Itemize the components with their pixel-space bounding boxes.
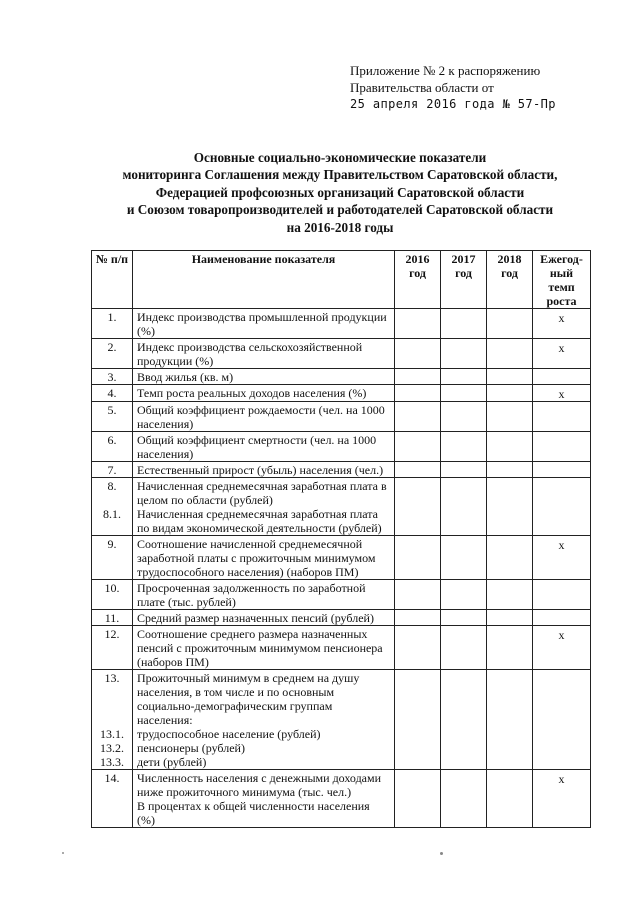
header-growth-rate: Ежегод-ный темп роста xyxy=(533,251,591,309)
cell-2017 xyxy=(441,536,487,580)
cell-2016 xyxy=(395,385,441,402)
cell-2016 xyxy=(395,339,441,369)
cell-growth-mark xyxy=(533,670,591,770)
cell-2017 xyxy=(441,770,487,828)
row-name: пенсионеры (рублей) xyxy=(137,741,245,755)
table-row xyxy=(92,670,591,770)
cell-2016 xyxy=(395,462,441,478)
scan-speck xyxy=(440,852,443,855)
table-row xyxy=(92,339,591,369)
row-name: Начисленная среднемесячная заработная плата по видам экономической деятельности (рублей) xyxy=(137,507,382,535)
cell-2017 xyxy=(441,309,487,339)
cell-2017 xyxy=(441,339,487,369)
cell-2018 xyxy=(487,309,533,339)
header-2018: 2018 год xyxy=(487,251,533,309)
row-number-group xyxy=(92,670,133,770)
cell-growth-mark: х xyxy=(533,770,591,828)
cell-2018 xyxy=(487,402,533,432)
row-number: 3. xyxy=(92,369,133,385)
cell-2018 xyxy=(487,432,533,462)
cell-growth-mark: х xyxy=(533,626,591,670)
cell-2016 xyxy=(395,478,441,536)
table-row xyxy=(92,770,591,828)
cell-2018 xyxy=(487,770,533,828)
table-row xyxy=(92,478,591,536)
cell-2017 xyxy=(441,626,487,670)
appendix-header xyxy=(350,62,620,113)
row-number: 12. xyxy=(92,626,133,670)
row-name: Просроченная задолженность по заработной плате (тыс. рублей) xyxy=(133,580,395,610)
table-row xyxy=(92,610,591,626)
title-line: на 2016-2018 годы xyxy=(286,219,394,235)
row-name: Прожиточный минимум в среднем на душу населения, в том числе и по основным социально-демографическим группам населения: xyxy=(137,671,360,727)
row-number: 1. xyxy=(92,309,133,339)
row-name: Ввод жилья (кв. м) xyxy=(133,369,395,385)
row-name: Естественный прирост (убыль) населения (чел.) xyxy=(133,462,395,478)
cell-growth-mark xyxy=(533,402,591,432)
row-number: 14. xyxy=(92,770,133,828)
title-line: Федерацией профсоюзных организаций Саратовской области xyxy=(155,184,525,200)
row-name: Начисленная среднемесячная заработная плата в целом по области (рублей) xyxy=(137,479,387,507)
cell-2018 xyxy=(487,369,533,385)
header-2016: 2016 год xyxy=(395,251,441,309)
table-row xyxy=(92,369,591,385)
table-row xyxy=(92,402,591,432)
cell-2017 xyxy=(441,670,487,770)
cell-2018 xyxy=(487,339,533,369)
cell-2018 xyxy=(487,385,533,402)
title-line: и Союзом товаропроизводителей и работодателей Саратовской области xyxy=(126,202,554,218)
cell-2018 xyxy=(487,462,533,478)
cell-growth-mark xyxy=(533,610,591,626)
cell-2016 xyxy=(395,369,441,385)
row-number: 8. xyxy=(107,479,117,493)
cell-growth-mark xyxy=(533,432,591,462)
row-name: Общий коэффициент рождаемости (чел. на 1000 населения) xyxy=(133,402,395,432)
row-name: В процентах к общей численности населения (%) xyxy=(137,799,370,827)
row-name: Соотношение среднего размера назначенных пенсий с прожиточным минимумом пенсионера (наборов ПМ) xyxy=(133,626,395,670)
appendix-line-1: Приложение № 2 к распоряжению xyxy=(350,63,541,78)
row-name: Средний размер назначенных пенсий (рублей) xyxy=(133,610,395,626)
row-number: 11. xyxy=(92,610,133,626)
indicators-table xyxy=(91,250,591,828)
cell-growth-mark xyxy=(533,369,591,385)
scan-speck xyxy=(62,852,64,854)
row-name: Темп роста реальных доходов населения (%) xyxy=(133,385,395,402)
row-name: Индекс производства сельскохозяйственной продукции (%) xyxy=(133,339,395,369)
header-2017: 2017 год xyxy=(441,251,487,309)
cell-2017 xyxy=(441,385,487,402)
row-number: 7. xyxy=(92,462,133,478)
cell-2018 xyxy=(487,478,533,536)
cell-growth-mark: х xyxy=(533,385,591,402)
cell-2018 xyxy=(487,536,533,580)
cell-2016 xyxy=(395,309,441,339)
cell-2017 xyxy=(441,580,487,610)
row-name-group xyxy=(133,670,395,770)
row-name: Индекс производства промышленной продукции (%) xyxy=(133,309,395,339)
table-row xyxy=(92,580,591,610)
cell-growth-mark xyxy=(533,462,591,478)
table-header-row xyxy=(92,251,591,309)
cell-2016 xyxy=(395,536,441,580)
row-name: Соотношение начисленной среднемесячной заработной платы с прожиточным минимумом трудоспособного населения) (наборов ПМ) xyxy=(133,536,395,580)
row-name: дети (рублей) xyxy=(137,755,207,769)
cell-2016 xyxy=(395,610,441,626)
row-number: 13.1. xyxy=(100,727,124,741)
row-name: Общий коэффициент смертности (чел. на 1000 населения) xyxy=(133,432,395,462)
title-line: мониторинга Соглашения между Правительством Саратовской области, xyxy=(122,167,558,183)
table-row xyxy=(92,462,591,478)
row-name: трудоспособное население (рублей) xyxy=(137,727,321,741)
cell-growth-mark: х xyxy=(533,309,591,339)
table-row xyxy=(92,309,591,339)
row-number: 13.3. xyxy=(100,755,124,769)
cell-2016 xyxy=(395,580,441,610)
row-number: 2. xyxy=(92,339,133,369)
appendix-line-2: Правительства области от xyxy=(350,80,494,95)
table-row xyxy=(92,536,591,580)
appendix-date-number: 25 апреля 2016 года № 57-Пр xyxy=(350,97,556,111)
cell-2018 xyxy=(487,670,533,770)
cell-2016 xyxy=(395,670,441,770)
table-row xyxy=(92,385,591,402)
row-number: 10. xyxy=(92,580,133,610)
cell-2018 xyxy=(487,626,533,670)
cell-2017 xyxy=(441,369,487,385)
row-name: Численность населения с денежными доходами ниже прожиточного минимума (тыс. чел.) xyxy=(137,771,382,799)
cell-growth-mark xyxy=(533,580,591,610)
row-number: 9. xyxy=(92,536,133,580)
cell-2016 xyxy=(395,432,441,462)
cell-2017 xyxy=(441,478,487,536)
header-num: № п/п xyxy=(92,251,133,309)
header-name: Наименование показателя xyxy=(133,251,395,309)
cell-2016 xyxy=(395,626,441,670)
cell-2018 xyxy=(487,610,533,626)
cell-2017 xyxy=(441,610,487,626)
row-number: 8.1. xyxy=(103,507,121,521)
cell-growth-mark: х xyxy=(533,339,591,369)
cell-2017 xyxy=(441,402,487,432)
row-number: 13.2. xyxy=(100,741,124,755)
table-row xyxy=(92,432,591,462)
row-number: 5. xyxy=(92,402,133,432)
cell-2017 xyxy=(441,462,487,478)
table-row xyxy=(92,626,591,670)
cell-2016 xyxy=(395,402,441,432)
row-number: 4. xyxy=(92,385,133,402)
cell-growth-mark: х xyxy=(533,536,591,580)
row-name-group xyxy=(133,478,395,536)
row-name-group xyxy=(133,770,395,828)
row-number: 6. xyxy=(92,432,133,462)
row-number: 13. xyxy=(104,671,120,685)
cell-2017 xyxy=(441,432,487,462)
row-number-group xyxy=(92,478,133,536)
document-title xyxy=(80,149,600,236)
cell-2016 xyxy=(395,770,441,828)
cell-2018 xyxy=(487,580,533,610)
cell-growth-mark xyxy=(533,478,591,536)
title-line: Основные социально-экономические показатели xyxy=(193,150,487,165)
